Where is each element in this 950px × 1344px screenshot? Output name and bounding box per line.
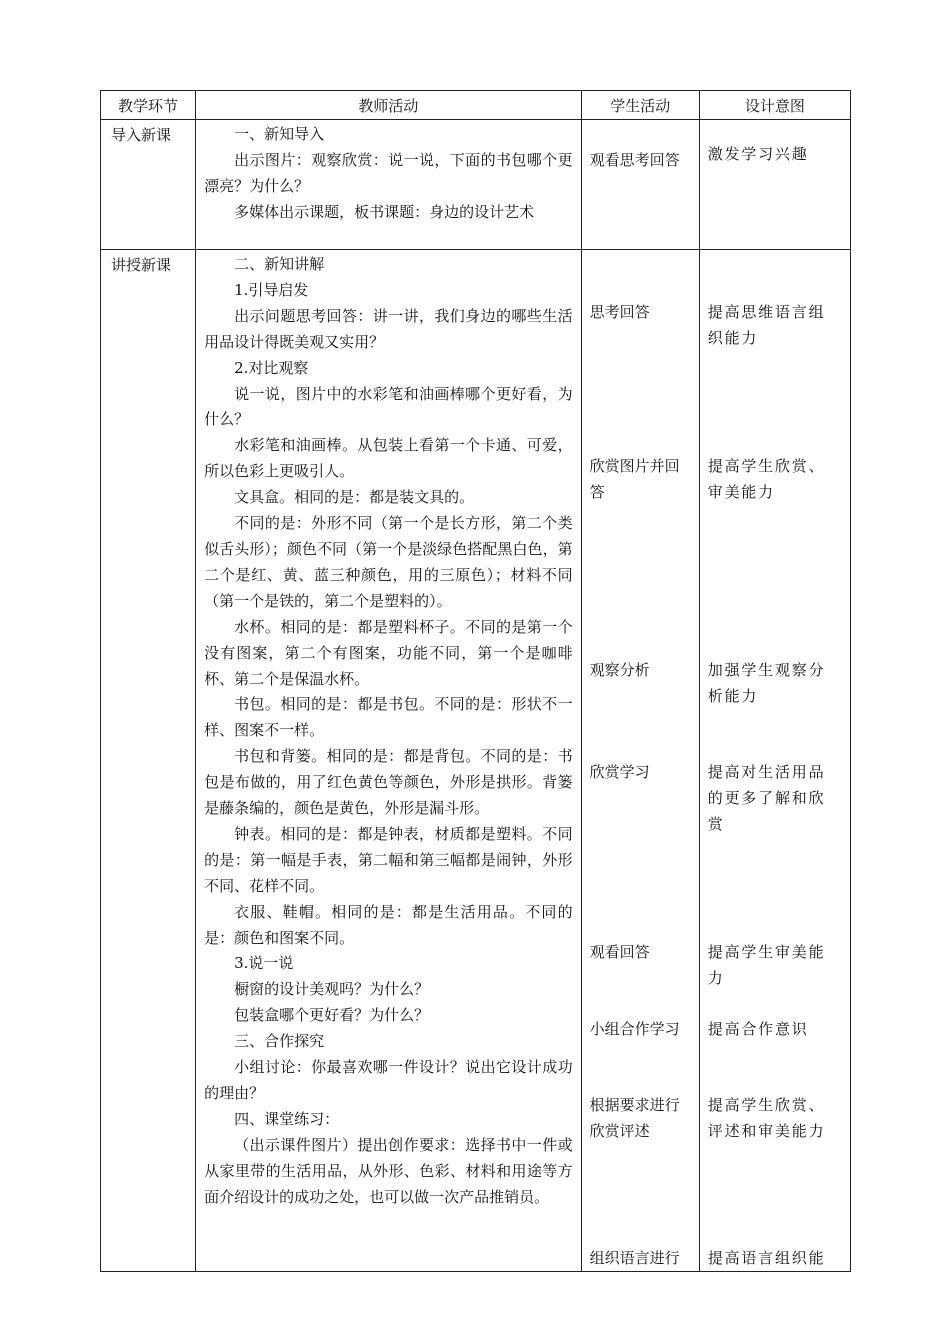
stage-cell: 讲授新课	[101, 250, 196, 1272]
teacher-paragraph: 橱窗的设计美观吗？为什么？	[234, 980, 430, 999]
student-note: 观看回答	[589, 943, 650, 961]
teacher-paragraph: 1.引导启发	[234, 280, 309, 299]
student-note: 思考回答	[589, 303, 650, 321]
design-note: 激发学习兴趣	[707, 145, 809, 163]
teacher-paragraph: 3.说一说	[234, 954, 294, 973]
design-intent-cell	[699, 250, 850, 1272]
student-note: 组织语言进行	[589, 1249, 680, 1267]
header-stage: 教学环节	[101, 91, 196, 120]
teacher-paragraph: 不同的是：外形不同（第一个是长方形，第二个类似舌头形）；颜色不同（第一个是淡绿色搭配黑白色，第二个是红、黄、蓝三种颜色，用的三原色）；材料不同（第一个是铁的，第二个是塑料的）。	[204, 514, 573, 610]
teacher-activity-cell	[196, 250, 582, 1272]
student-note: 小组合作学习	[589, 1020, 680, 1038]
lesson-plan-table	[100, 90, 851, 1272]
design-note: 提高语言组织能	[707, 1249, 826, 1267]
design-note: 提高合作意识	[707, 1020, 809, 1038]
design-note: 提高学生欣赏、审美能力	[707, 457, 826, 501]
student-note: 观看思考回答	[589, 151, 680, 169]
header-row	[101, 91, 851, 120]
teacher-paragraph: 一、新知导入	[234, 125, 325, 143]
teacher-paragraph: 多媒体出示课题，板书课题：身边的设计艺术	[234, 202, 535, 221]
teacher-paragraph: 出示图片：观察欣赏：说一说，下面的书包哪个更漂亮？为什么？	[204, 150, 573, 195]
teacher-paragraph: 小组讨论：你最喜欢哪一件设计？说出它设计成功的理由？	[204, 1058, 573, 1102]
header-teacher: 教师活动	[196, 91, 582, 120]
teacher-paragraph: 钟表。相同的是：都是钟表，材质都是塑料。不同的是：第一幅是手表，第二幅和第三幅都是闹钟，外形不同、花样不同。	[204, 824, 573, 895]
design-note: 加强学生观察分析能力	[707, 661, 826, 705]
header-student: 学生活动	[581, 91, 699, 120]
teacher-paragraph: 文具盒。相同的是：都是装文具的。	[234, 488, 475, 507]
design-note: 提高思维语言组织能力	[707, 303, 826, 347]
header-design: 设计意图	[699, 91, 850, 120]
teacher-paragraph: 书包和背篓。相同的是：都是背包。不同的是：书包是布做的，用了红色黄色等颜色，外形是拱形。背篓是藤条编的，颜色是黄色，外形是漏斗形。	[204, 747, 573, 818]
student-activity-cell	[581, 120, 699, 250]
design-note: 提高学生欣赏、评述和审美能力	[707, 1096, 826, 1140]
teacher-paragraph: 出示问题思考回答：讲一讲，我们身边的哪些生活用品设计得既美观又实用？	[204, 306, 573, 351]
design-note: 提高学生审美能力	[707, 943, 826, 987]
table-row-intro	[101, 120, 851, 250]
teacher-paragraph: （出示课件图片）提出创作要求：选择书中一件或从家里带的生活用品，从外形、色彩、材料和用途等方面介绍设计的成功之处，也可以做一次产品推销员。	[204, 1135, 573, 1206]
teacher-paragraph: 包装盒哪个更好看？为什么？	[234, 1006, 430, 1025]
teacher-paragraph: 二、新知讲解	[234, 255, 325, 273]
teacher-paragraph: 水杯。相同的是：都是塑料杯子。不同的是第一个没有图案，第二个有图案，功能不同，第一个是咖啡杯、第二个是保温水杯。	[204, 617, 573, 688]
stage-cell: 导入新课	[101, 120, 196, 250]
teacher-paragraph: 衣服、鞋帽。相同的是：都是生活用品。不同的是：颜色和图案不同。	[204, 902, 573, 947]
student-note: 观察分析	[589, 661, 650, 679]
teacher-paragraph: 说一说，图片中的水彩笔和油画棒哪个更好看，为什么？	[204, 384, 573, 429]
teacher-paragraph: 三、合作探究	[234, 1032, 325, 1051]
teacher-paragraph: 书包。相同的是：都是书包。不同的是：形状不一样、图案不一样。	[204, 695, 573, 740]
table-row-teach	[101, 250, 851, 1272]
teacher-paragraph: 2.对比观察	[234, 358, 309, 377]
teacher-activity-cell	[196, 120, 582, 250]
student-note: 欣赏学习	[589, 763, 650, 781]
student-activity-cell	[581, 250, 699, 1272]
design-intent-cell	[699, 120, 850, 250]
design-note: 提高对生活用品的更多了解和欣赏	[707, 763, 826, 833]
teacher-paragraph: 水彩笔和油画棒。从包装上看第一个卡通、可爱，所以色彩上更吸引人。	[204, 436, 573, 481]
student-note: 欣赏图片并回答	[589, 457, 680, 501]
teacher-paragraph: 四、课堂练习：	[234, 1109, 340, 1128]
student-note: 根据要求进行欣赏评述	[589, 1096, 680, 1140]
